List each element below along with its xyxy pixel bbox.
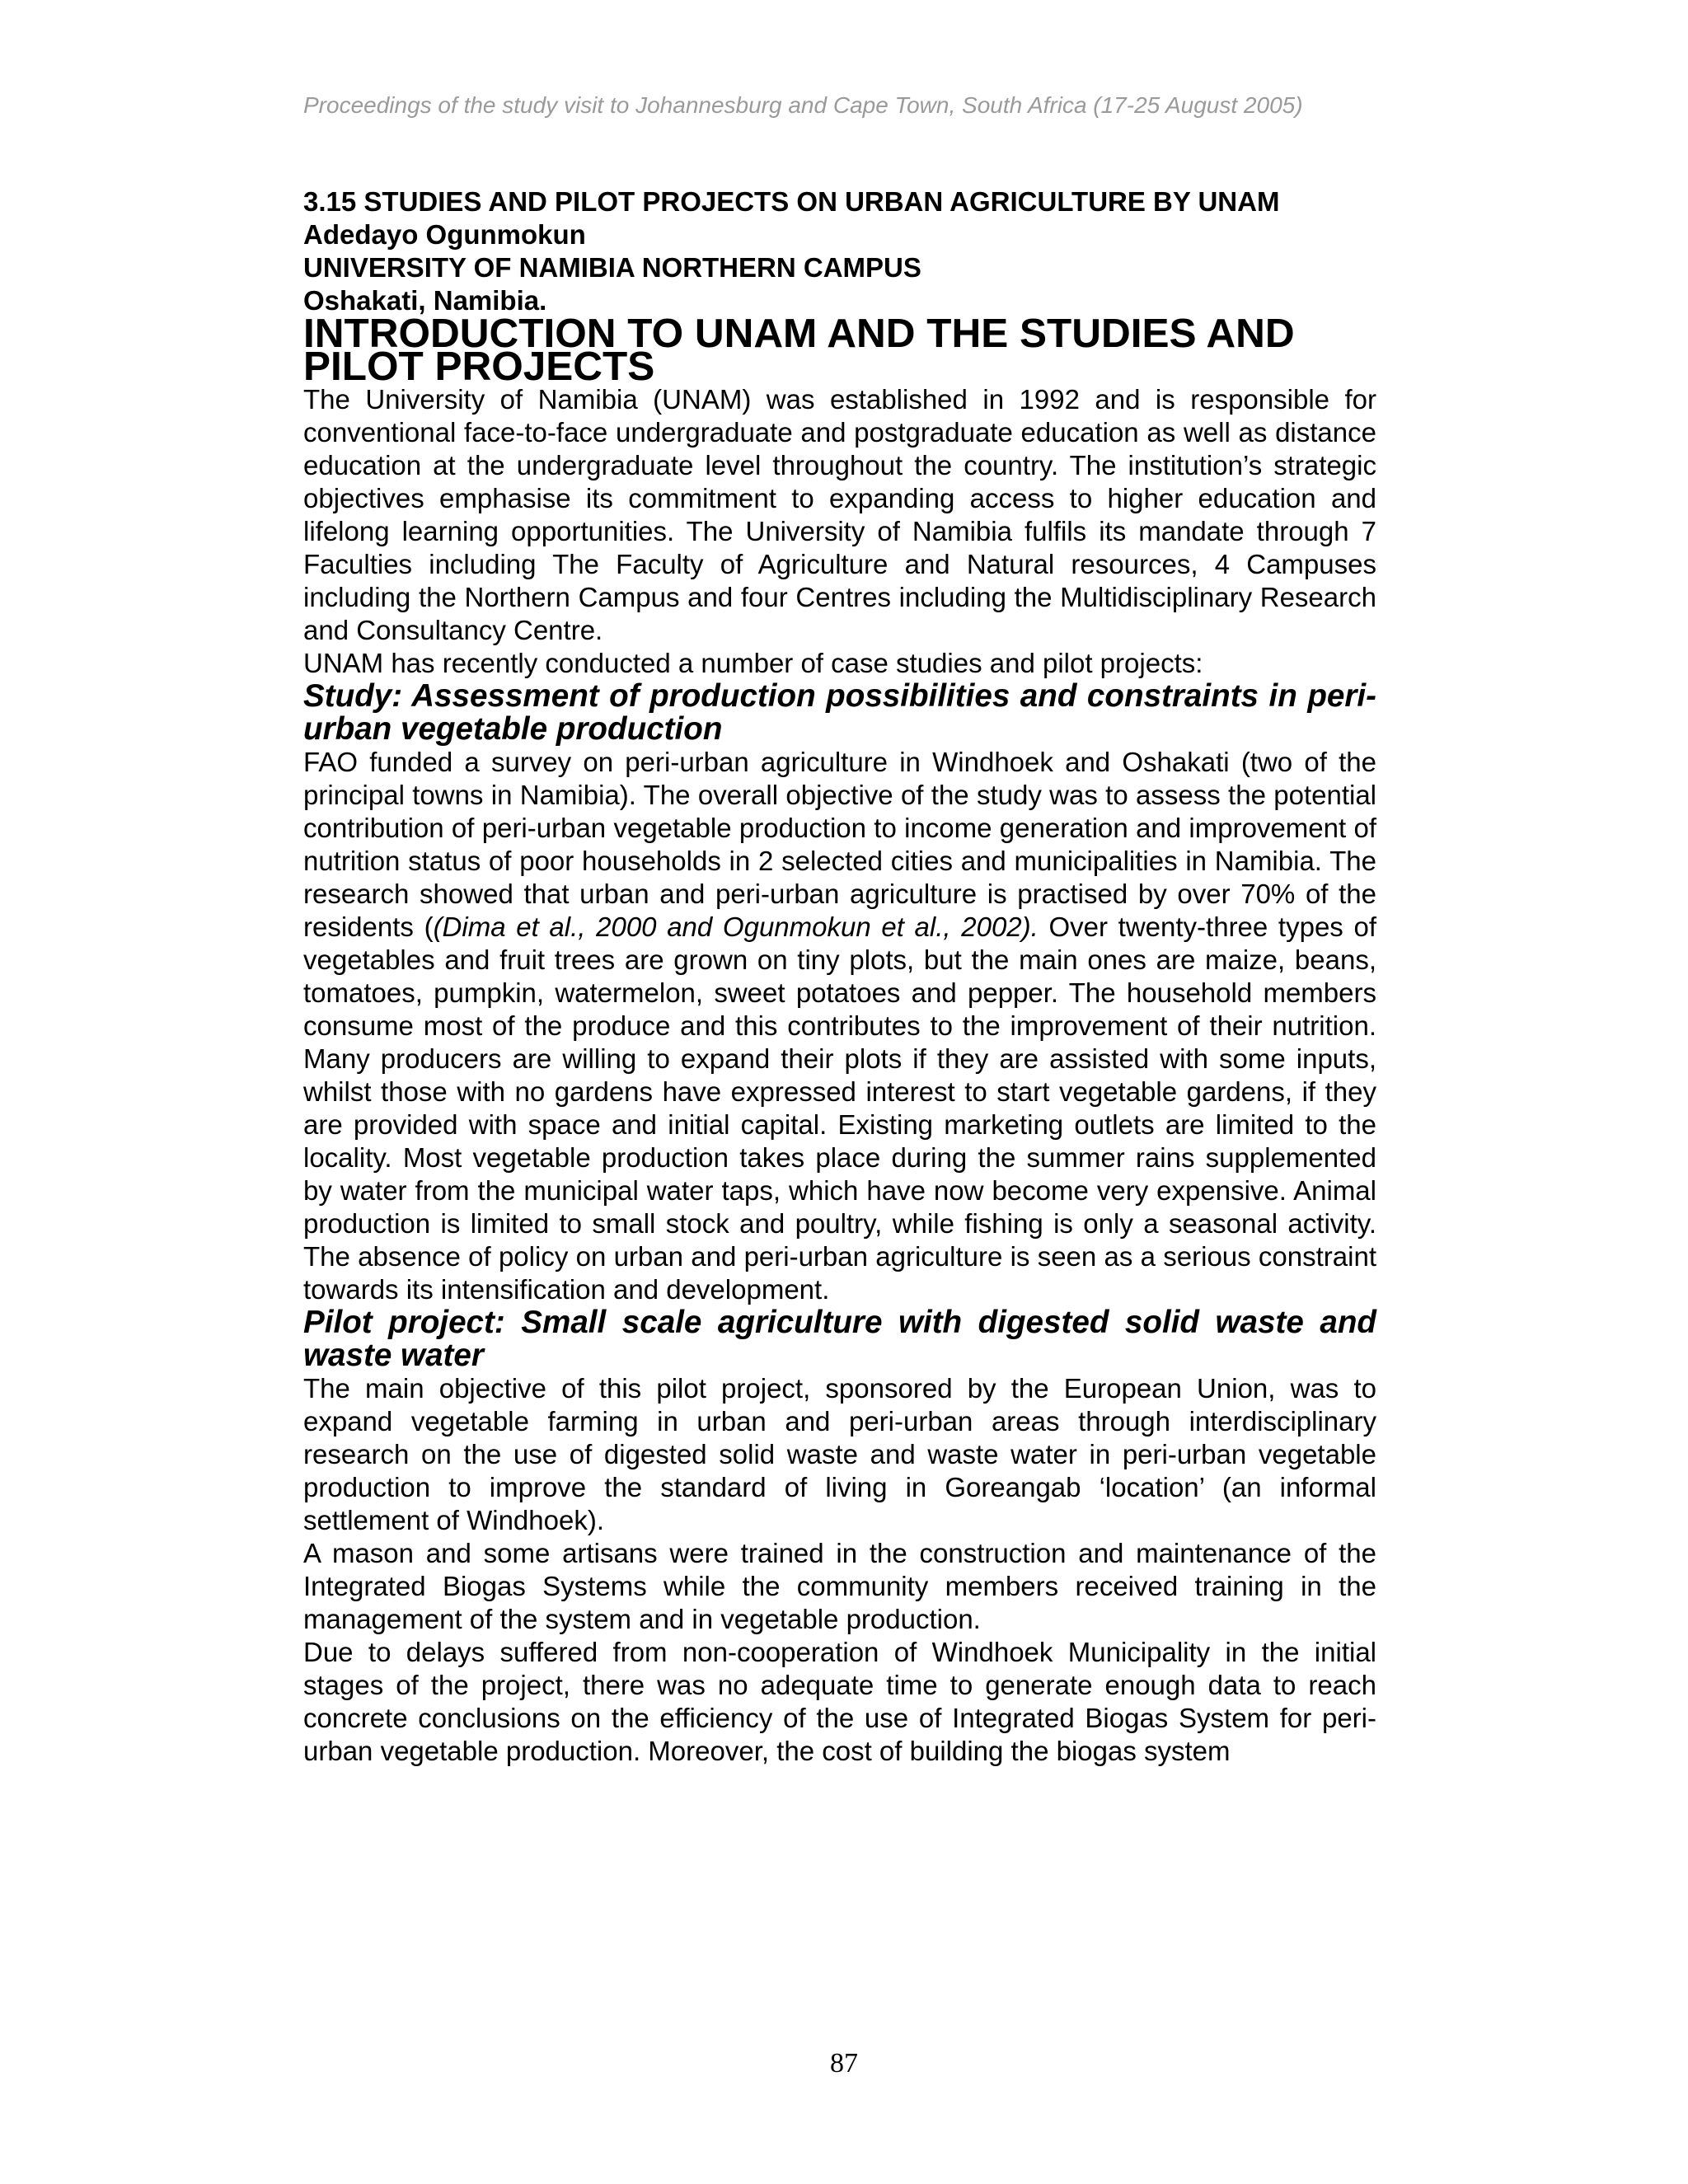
author-affiliation: UNIVERSITY OF NAMIBIA NORTHERN CAMPUS [303,252,921,283]
intro-lead-in: UNAM has recently conducted a number of case studies and pilot projects: [303,648,1203,678]
running-header: Proceedings of the study visit to Johannesburg and Cape Town, South Africa (17-25 August 2005) [303,92,1303,118]
pilot-paragraph-2: A mason and some artisans were trained in the construction and maintenance of the Integrated Biogas Systems while the community members received training in the management of the system and in vegetable production. [303,1538,1376,1634]
study-heading: Study: Assessment of production possibilities and constraints in peri-urban vegetable production [303,678,1376,747]
page-number: 87 [830,2048,858,2079]
pilot-paragraph-3: Due to delays suffered from non-cooperation of Windhoek Municipality in the initial stages of the project, there was no adequate time to generate enough data to reach concrete conclusions on the efficiency of the use of Integrated Biogas System for peri-urban vegetable production. Moreover, the cost of building the biogas system [303,1637,1376,1766]
author-location: Oshakati, Namibia. [303,285,547,316]
intro-paragraph: The University of Namibia (UNAM) was established in 1992 and is responsible for conventional face-to-face undergraduate and postgraduate education as well as distance education at the undergraduate level throughout the country. The institution’s strategic objectives emphasise its commitment to expanding access to higher education and lifelong learning opportunities. The University of Namibia fulfils its mandate through 7 Faculties including The Faculty of Agriculture and Natural resources, 4 Campuses including the Northern Campus and four Centres including the Multidisciplinary Research and Consultancy Centre. [303,384,1376,645]
intro-heading: INTRODUCTION TO UNAM AND THE STUDIES AND PILOT PROJECTS [303,311,1295,389]
study-paragraph [303,746,1376,1306]
author-name: Adedayo Ogunmokun [303,219,586,250]
page-content [303,185,1376,1768]
study-text-part1: FAO funded a survey on peri-urban agriculture in Windhoek and Oshakati (two of the principal towns in Namibia). The overall objective of the study was to assess the potential contribution of peri-urban vegetable production to income generation and improvement of nutrition status of poor households in 2 selected cities and municipalities in Namibia. The research showed that urban and peri-urban agriculture is practised by over 70% of the residents ( [303,747,1376,942]
pilot-heading: Pilot project: Small scale agriculture with digested solid waste and waste water [303,1305,1376,1373]
study-text-part2: Over twenty-three types of vegetables and fruit trees are grown on tiny plots, but the main ones are maize, beans, tomatoes, pumpkin, watermelon, sweet potatoes and pepper. The household members consume most of the produce and this contributes to the improvement of their nutrition. Many producers are willing to expand their plots if they are assisted with some inputs, whilst those with no gardens have expressed interest to start vegetable gardens, if they are provided with space and initial capital. Existing marketing outlets are limited to the locality. Most vegetable production takes place during the summer rains supplemented by water from the municipal water taps, which have now become very expensive. Animal production is limited to small stock and poultry, while fishing is only a seasonal activity. The absence of policy on urban and peri-urban agriculture is seen as a serious constraint towards its intensification and development. [303,912,1376,1305]
pilot-paragraph-1: The main objective of this pilot project, sponsored by the European Union, was to expand vegetable farming in urban and peri-urban areas through interdisciplinary research on the use of digested solid waste and waste water in peri-urban vegetable production to improve the standard of living in Goreangab ‘location’ (an informal settlement of Windhoek). [303,1373,1376,1535]
study-citation: (Dima et al., 2000 and Ogunmokun et al., 2002). [433,912,1039,942]
article-title: 3.15 STUDIES AND PILOT PROJECTS ON URBAN AGRICULTURE BY UNAM [303,186,1280,217]
